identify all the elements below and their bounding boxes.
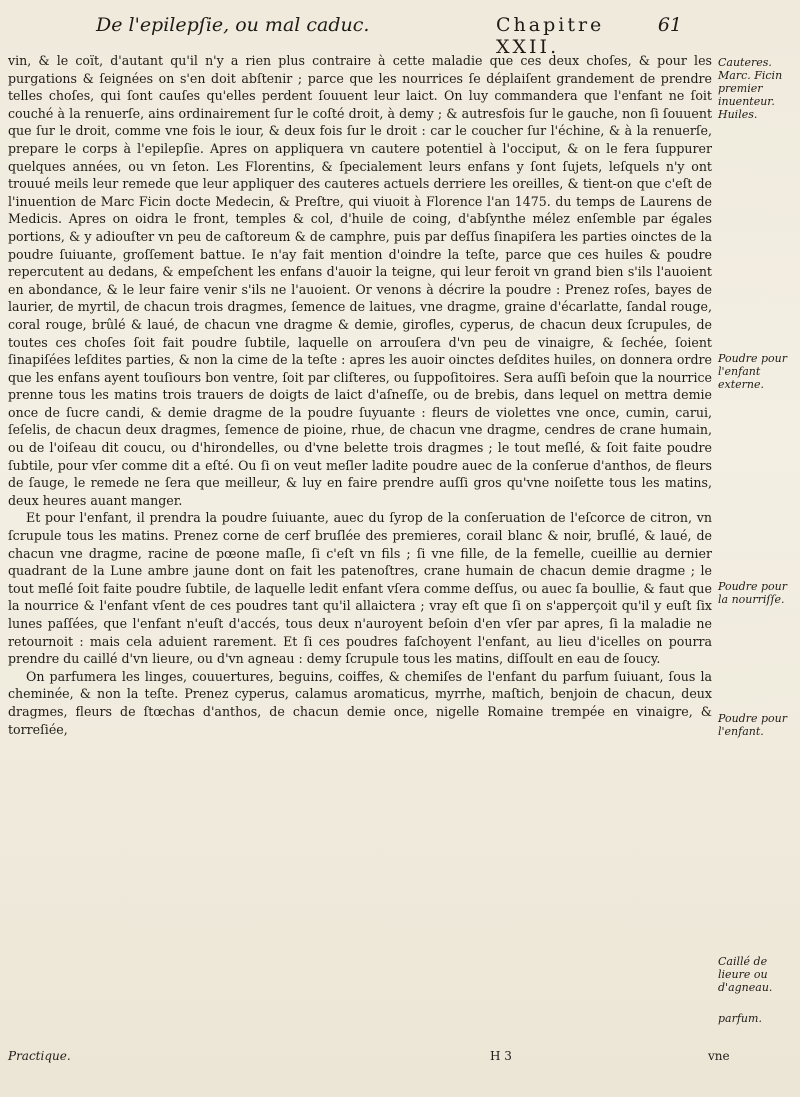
main-text xyxy=(8,52,712,738)
paragraph-3: On parfumera les linges, couuertures, beguins, coiffes, & chemiſes de l'enfant du parfum ſuiuant, ſous la cheminée, & non la teſte. Prenez cyperus, calamus aromaticus, myrrhe, maſtich, benjoin de chacun, deux dragmes, fleurs de ſtœchas d'anthos, de chacun demie once, nigelle Romaine trempée en vinaigre, & torreſiée, xyxy=(8,668,712,737)
page-number: 61 xyxy=(657,14,682,36)
running-header xyxy=(96,14,682,58)
paragraph-1: vin, & le coït, d'autant qu'il n'y a rien plus contraire à cette maladie que ces deux choſes, & pour les purgations & ſeignées on s'en doit abſtenir ; parce que les nourrices ſe déplaiſent grandement de prendre telles choſes, qui ſont cauſes qu'elles perdent ſouuent leur laict. On luy commandera que l'enfant ne ſoit couché à la renuerſe, ains ordinairement ſur le coſté droit, à demy ; & autresfois ſur le gauche, non ſi ſouuent que ſur le droit, comme vne fois le iour, & deux fois ſur le droit : car le coucher ſur l'échine, & à la renuerſe, prepare le corps à l'epilepſie. Apres on appliquera vn cautere potentiel à l'occiput, & on le fera ſuppurer quelques années, ou vn ſeton. Les Florentins, & ſpecialement leurs enfans y ſont ſujets, leſquels n'y ont trouué meils leur remede que leur appliquer des cauteres actuels derriere les oreilles, & tient-on que c'eſt de l'inuention de Marc Ficin docte Medecin, & Preſtre, qui viuoit à Florence l'an 1475. du temps de Laurens de Medicis. Apres on oidra le front, temples & col, d'huile de coing, d'abſynthe mélez enſemble par égales portions, & y adiouſter vn peu de caſtoreum & de camphre, puis par deſſus ſinapiſera les parties oinctes de la poudre ſuiuante, groſſement battue. Ie n'ay fait mention d'oindre la teſte, parce que ces huiles & poudre repercutent au dedans, & empeſchent les enfans d'auoir la teigne, qui leur feroit vn grand bien s'ils l'auoient en abondance, & le leur faire venir s'ils ne l'auoient. Or venons à décrire la poudre : Prenez roſes, bayes de laurier, de myrtil, de chacun trois dragmes, ſemence de laitues, vne dragme, graine d'écarlatte, ſandal rouge, coral rouge, brûlé & laué, de chacun vne dragme & demie, girofles, cyperus, de chacun deux ſcrupules, de toutes ces choſes ſoit fait poudre ſubtile, laquelle on arrouſera d'vn peu de vinaigre, & ſechée, ſoient ſinapiſées leſdites parties, & non la cime de la teſte : apres les auoir oinctes deſdites huiles, on donnera ordre que les enfans ayent touſiours bon ventre, ſoit par cliſteres, ou ſuppoſitoires. Sera auſſi beſoin que la nourrice prenne tous les matins trois trauers de doigts de laict d'aſneſſe, ou de brebis, dans lequel on mettra demie once de ſucre candi, & demie dragme de la poudre ſuyuante : fleurs de violettes vne once, cumin, carui, ſeſelis, de chacun deux dragmes, ſemence de pioine, rhue, de chacun vne dragme, cendres de crane humain, ou de l'oiſeau dit coucu, ou d'hirondelles, ou d'vne belette trois dragmes ; le tout meſlé, & ſoit faite poudre ſubtile, pour vſer comme dit a eſté. Ou ſi on veut meſler ladite poudre auec de la conſerue d'anthos, de fleurs de ſauge, le remede ne ſera que meilleur, & luy en faire prendre auſſi gros qu'vne noiſette tous les matins, deux heures auant manger. xyxy=(8,53,712,508)
margin-note-poudre-enfant: Poudre pour l'enfant externe. xyxy=(718,352,787,391)
signature-mark: H 3 xyxy=(490,1049,512,1063)
running-title: De l'epilepſie, ou mal caduc. xyxy=(96,14,370,36)
margin-note-parfum: parfum. xyxy=(718,1012,762,1025)
chapter-heading: Chapitre XXII. xyxy=(496,14,605,58)
footer-running-word: Practique. xyxy=(8,1049,71,1063)
margin-note-caille: Caillé de lieure ou d'agneau. xyxy=(718,955,773,994)
margin-note-cauteres: Cauteres. Marc. Ficin premier inuenteur. Huiles. xyxy=(718,56,783,121)
catchword: vne xyxy=(708,1049,730,1063)
margin-note-poudre-nourrice: Poudre pour la nourriſſe. xyxy=(718,580,787,606)
paragraph-2: Et pour l'enfant, il prendra la poudre ſuiuante, auec du ſyrop de la conſeruation de l'eſcorce de citron, vn ſcrupule tous les matins. Prenez corne de cerf bruſlée des premieres, corail blanc & noir, bruſlé, & laué, de chacun vne dragme, racine de pœone maſle, ſi c'eſt vn fils ; ſi vne fille, de la femelle, cueillie au dernier quadrant de la Lune ambre jaune dont on fait les patenoſtres, crane humain de chacun demie dragme ; le tout meſlé ſoit faite poudre ſubtile, de laquelle ledit enfant vſera comme deſſus, ou auec ſa boullie, & faut que la nourrice & l'enfant vſent de ces poudres tant qu'il allaictera ; vray eſt que ſi on s'apperçoit qu'il y euſt ſix lunes paſſées, que l'enfant n'euſt d'accés, tous deux n'auroyent beſoin d'en vſer par apres, ſi la maladie ne retournoit : mais cela aduient rarement. Et ſi ces poudres faſchoyent l'enfant, au lieu d'icelles on pourra prendre du caillé d'vn lieure, ou d'vn agneau : demy ſcrupule tous les matins, diſſoult en eau de ſoucy. xyxy=(8,510,712,667)
margin-note-poudre-pour-enfant: Poudre pour l'enfant. xyxy=(718,712,787,738)
